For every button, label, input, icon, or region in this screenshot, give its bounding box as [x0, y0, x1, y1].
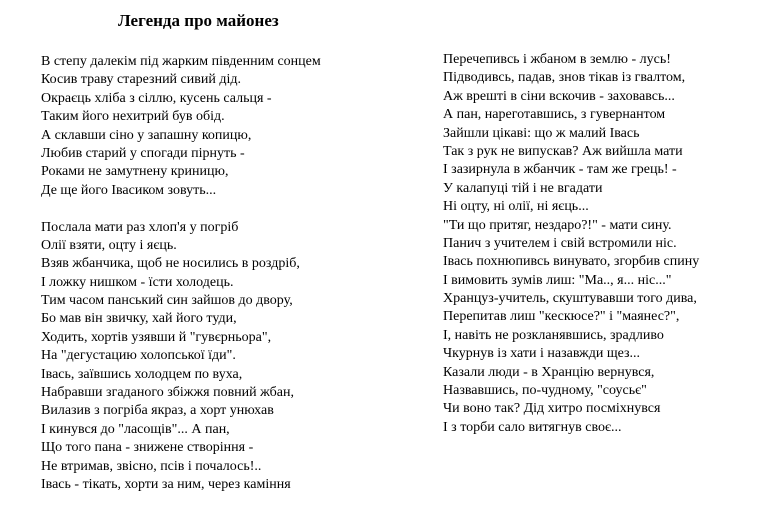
poem-line: "Ти що притяг, нездаро?!" - мати сину. — [443, 217, 672, 233]
poem-line: В степу далекім під жарким південним сонцем — [41, 54, 321, 69]
poem-line: І зазирнула в жбанчик - там же грець! - — [443, 162, 677, 178]
poem-line: Що того пана - знижене створіння - — [41, 440, 254, 456]
poem-line: У калапуці тій і не вгадати — [443, 180, 603, 196]
poem-line: Чкурнув із хати і назавжди щез... — [443, 346, 641, 362]
poem-line: Ні оцту, ні олії, ні яєць... — [443, 199, 589, 215]
poem-line: Олії взяти, оцту і яєць. — [41, 237, 177, 253]
poem-line: Перепитав лиш "кескюсе?" і "маянес?", — [443, 309, 680, 325]
poem-line: І, навіть не розкланявшись, зрадливо — [443, 327, 664, 343]
poem-line: Бо мав він звичку, хай його туди, — [41, 311, 237, 327]
right-column — [443, 51, 699, 437]
poem-line: Перечепивсь і жбаном в землю - лусь! — [443, 52, 671, 67]
poem-line: Тим часом панський син зайшов до двору, — [41, 293, 293, 309]
poem-line: А пан, нареготавшись, з гувернантом — [443, 107, 666, 123]
poem-line: Роками не замутнену криницю, — [41, 164, 229, 180]
poem-line: Івась - тікать, хорти за ним, через каміння — [41, 476, 291, 492]
poem-line: І кинувся до "ласощів"... А пан, — [41, 421, 230, 437]
poem-line: Любив старий у спогади пірнуть - — [41, 145, 245, 161]
poem-line: Не втримав, звісно, псів і почалось!.. — [41, 458, 262, 474]
poem-line: Івась похнюпивсь винувато, згорбив спину — [443, 254, 700, 270]
poem-title: Легенда про майонез — [118, 11, 279, 30]
poem-line: Хранцуз-учитель, скуштувавши того дива, — [443, 291, 697, 307]
poem-line: Івась, заївшись холодцем по вуха, — [41, 366, 243, 382]
left-column — [41, 53, 321, 494]
poem-line: А склавши сіно у запашну копицю, — [41, 127, 252, 143]
poem-line: Набравши згаданого збіжжя повний жбан, — [41, 385, 294, 401]
poem-line: Вилазив з погріба якраз, а хорт унюхав — [41, 403, 274, 419]
poem-line: Чи воно так? Дід хитро посміхнувся — [443, 401, 661, 417]
poem-line: На "дегустацию холопської їди". — [41, 348, 236, 364]
poem-line: Так з рук не випускав? Аж вийшла мати — [443, 143, 683, 159]
poem-line: Назвавшись, по-чудному, "соусьє" — [443, 383, 647, 399]
poem-line: Панич з учителем і свій встромили ніс. — [443, 235, 677, 251]
poem-line: Аж врешті в сіни вскочив - заховавсь... — [443, 88, 675, 104]
stanza-gap — [41, 200, 321, 218]
poem-line: Таким його нехитрий був обід. — [41, 109, 225, 125]
poem-line: І вимовить зумів лиш: "Ма.., я... ніс..." — [443, 272, 672, 288]
stanza-2 — [41, 219, 321, 495]
poem-line: Зайшли цікаві: що ж малий Івась — [443, 125, 640, 141]
poem-line: Взяв жбанчика, щоб не носились в роздріб, — [41, 256, 300, 272]
poem-line: Послала мати раз хлоп'я у погріб — [41, 219, 239, 235]
poem-line: Казали люди - в Хранцію вернувся, — [443, 364, 655, 380]
poem-line: Підводивсь, падав, знов тікав із гвалтом, — [443, 70, 686, 86]
poem-line: Окраєць хліба з сіллю, кусень сальця - — [41, 90, 272, 106]
poem-line: І з торби сало витягнув своє... — [443, 419, 622, 435]
poem-line: І ложку нишком - їсти холодець. — [41, 274, 234, 290]
poem-line: Ходить, хортів узявши й "гувєрньора", — [41, 329, 272, 345]
stanza-1 — [41, 53, 321, 200]
poem-line: Косив траву старезний сивий дід. — [41, 72, 241, 88]
poem-line: Де ще його Івасиком зовуть... — [41, 182, 217, 198]
